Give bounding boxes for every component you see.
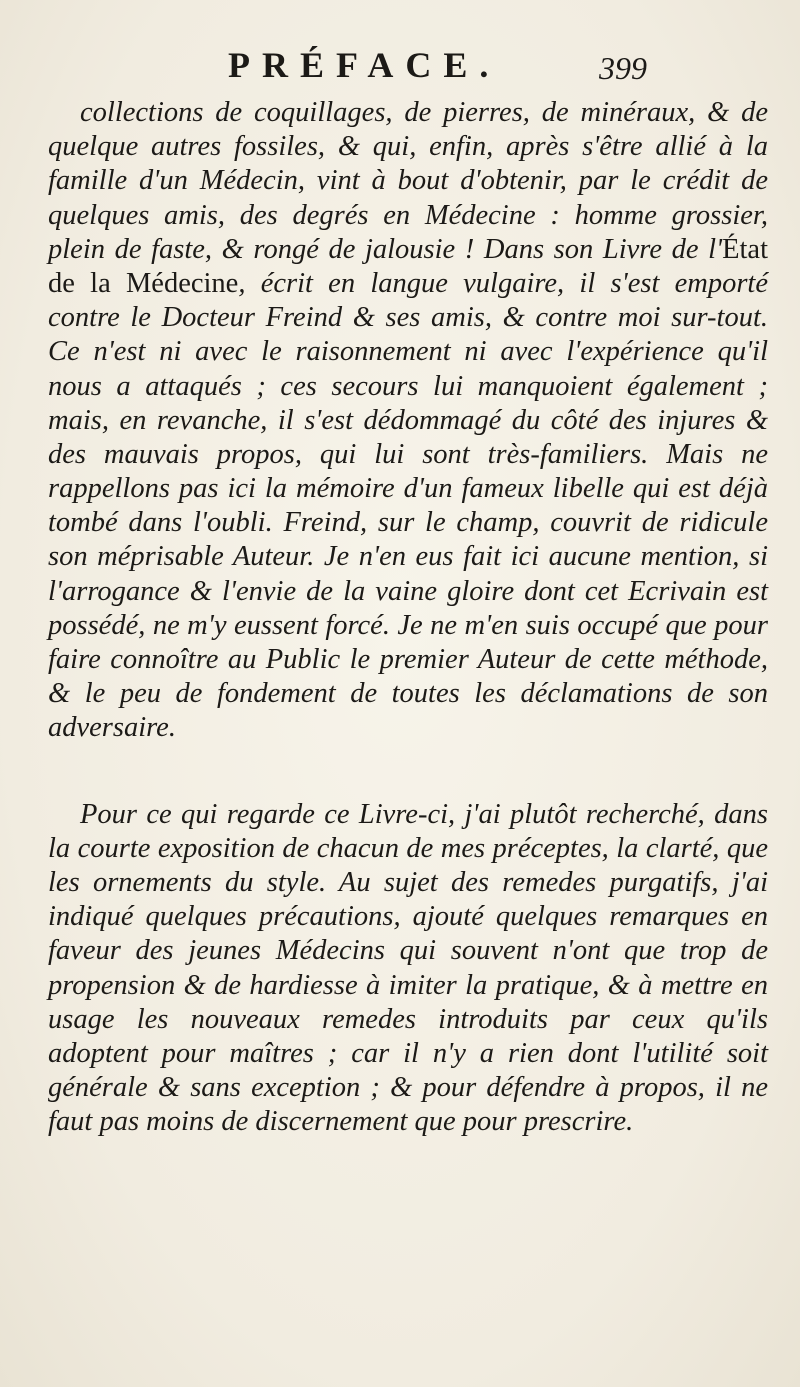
paragraph-1-part-1: collections de coquillages, de pierres, de minéraux, & de quelque autres fossiles, & qui, enfin, après s'être allié à la famille d'un Médecin, vint à bout d'obtenir, par le crédit de quelques amis, des degrés en Médecine : homme grossier, plein de faste, & rongé de jalousie ! Dans son Livre de l' — [48, 97, 768, 265]
paragraph-1 — [48, 96, 768, 746]
paragraph-2: Pour ce qui regarde ce Livre-ci, j'ai plutôt recherché, dans la courte exposition de chacun de mes préceptes, la clarté, que les ornements du style. Au sujet des remedes purgatifs, j'ai indiqué quelques précautions, ajouté quelques remarques en faveur des jeunes Médecins qui souvent n'ont que trop de propension & de hardiesse à imiter la pratique, & à mettre en usage les nouveaux remedes introduits par ceux qu'ils adoptent pour maîtres ; car il n'y a rien dont l'utilité soit générale & sans exception ; & pour défendre à propos, il ne faut pas moins de discernement que pour prescrire. — [48, 798, 768, 1138]
paragraph-1-part-2: , écrit en langue vulgaire, il s'est emporté contre le Docteur Freind & ses amis, & contre moi sur-tout. Ce n'est ni avec le raisonnement ni avec l'expérience qu'il nous a attaqués ; ces secours lui manquoient également ; mais, en revanche, il s'est dédommagé du côté des injures & des mauvais propos, qui lui sont très-familiers. Mais ne rappellons pas ici la mémoire d'un fameux libelle qui est déjà tombé dans l'oubli. Freind, sur le champ, couvrit de ridicule son méprisable Auteur. Je n'en eus fait ici aucune mention, si l'arrogance & l'envie de la vaine gloire dont cet Ecrivain est possédé, ne m'y eussent forcé. Je ne m'en suis occupé que pour faire connoître au Public le premier Auteur de cette méthode, & le peu de fondement de toutes les déclamations de son adversaire. — [48, 267, 769, 744]
body-text — [48, 96, 768, 1139]
running-head — [0, 44, 800, 94]
page-title: PRÉFACE. — [228, 45, 501, 85]
paragraph-1-roman-text: État de la Médecine — [48, 233, 768, 299]
page-number: 399 — [599, 50, 647, 86]
